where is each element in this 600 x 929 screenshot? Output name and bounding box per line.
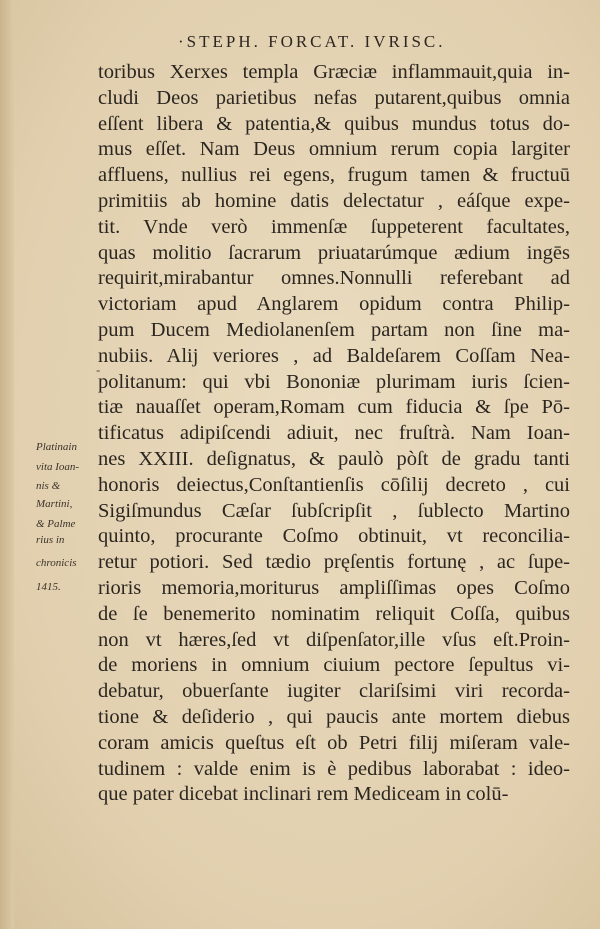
text-line: politanum: qui vbi Bononiæ plurimam iuris ſcien-: [98, 370, 570, 393]
marginal-note-line: & Palme: [36, 518, 76, 530]
text-line: coram amicis queſtus eſt ob Petri filij miſeram vale-: [98, 731, 570, 754]
text-line: quas molitio ſacrarum priuatarúmque ædium ingēs: [98, 241, 570, 264]
text-line: tudinem : valde enim is è pedibus laborabat : ideo-: [98, 757, 570, 780]
text-line: de moriens in omnium ciuium pectore ſepultus vi-: [98, 654, 570, 677]
marginal-note-line: chronicis: [36, 557, 77, 569]
text-line: retur potiori. Sed tædio pręſentis fortunę , ac ſupe-: [98, 551, 570, 574]
text-line: victoriam apud Anglarem opidum contra Philip-: [98, 293, 570, 316]
binding-gutter: [0, 0, 14, 929]
text-line: tione & deſiderio , qui paucis ante mortem diebus: [98, 705, 570, 728]
text-line: toribus Xerxes templa Græciæ inflammauit,quia in-: [98, 61, 570, 83]
body-text: [98, 60, 570, 808]
text-line: que pater dicebat inclinari rem Mediceam in colū-: [98, 783, 509, 806]
text-line: rioris memoria,moriturus ampliſſimas opes Coſmo: [98, 576, 570, 599]
text-line: tiæ nauaſſet operam,Romam cum fiducia & ſpe Pō-: [98, 396, 570, 419]
text-line: eſſent libera & patentia,& quibus mundus totus do-: [98, 112, 570, 135]
text-line: nubiis. Alij veriores , ad Baldeſarem Coſſam Nea-: [98, 344, 570, 367]
text-line: Sigiſmundus Cæſar ſubſcripſit , ſublecto Martino: [98, 499, 570, 522]
marginal-note-line: nis &: [36, 480, 61, 492]
text-line: tit. Vnde verò immenſæ ſuppeterent facultates,: [98, 215, 570, 238]
margin-mark: -: [96, 362, 101, 377]
text-line: tificatus adipiſcendi adiuit, nec fruſtrà. Nam Ioan-: [98, 422, 570, 445]
text-line: cludi Deos parietibus nefas putarent,quibus omnia: [98, 86, 570, 109]
text-line: nes XXIII. deſignatus, & paulò pòſt de gradu tanti: [98, 447, 570, 470]
text-line: debatur, obuerſante iugiter clariſsimi viri recorda-: [98, 680, 570, 703]
text-line: quinto, procurante Coſmo obtinuit, vt reconcilia-: [98, 525, 570, 548]
text-line: primitiis ab homine datis delectatur , eáſque expe-: [98, 189, 570, 212]
text-line: pum Ducem Mediolanenſem partam non ſine ma-: [98, 318, 570, 341]
text-line: non vt hæres,ſed vt diſpenſator,ille vſus eſt.Proin-: [98, 628, 570, 651]
marginal-note-line: 1415.: [36, 581, 61, 593]
marginal-note-line: Martini,: [36, 498, 73, 510]
running-title: ·STEPH. FORCAT. IVRISC.: [178, 32, 446, 51]
marginal-note-line: vita Ioan-: [36, 461, 80, 473]
marginal-note-line: rius in: [36, 534, 65, 546]
text-line: affluens, nullius rei egens, frugum tamen & fructuū: [98, 164, 570, 187]
text-line: honoris deiectus,Conſtantienſis cōſilij decreto , cui: [98, 473, 570, 496]
text-line: de ſe benemerito nominatim reliquit Coſſa, quibus: [98, 602, 570, 625]
text-line: requirit,mirabantur omnes.Nonnulli referebant ad: [98, 267, 570, 290]
text-line: mus eſſet. Nam Deus omnium rerum copia largiter: [98, 138, 570, 161]
marginal-note-line: Platinain: [36, 441, 77, 453]
